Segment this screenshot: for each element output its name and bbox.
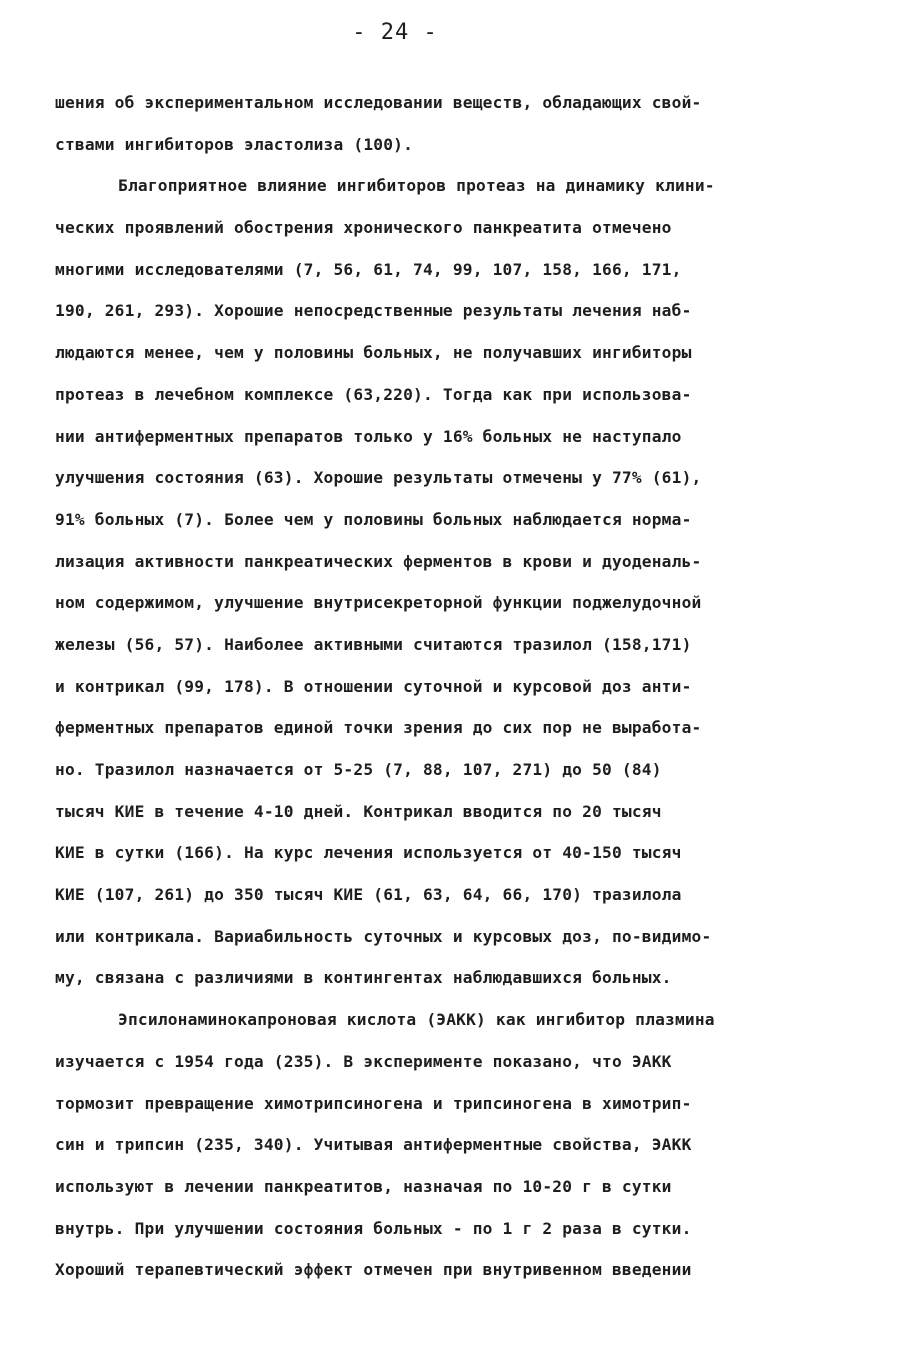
text-line: людаются менее, чем у половины больных, не получавших ингибиторы (55, 343, 692, 363)
text-line: ствами ингибиторов эластолиза (100). (55, 134, 414, 154)
text-line: ном содержимом, улучшение внутрисекреторной функции поджелудочной (55, 593, 702, 613)
text-line: 190, 261, 293). Хорошие непосредственные результаты лечения наб- (55, 301, 692, 321)
text-line: Благоприятное влияние ингибиторов протеаз на динамику клини- (118, 176, 715, 196)
text-line: КИЕ (107, 261) до 350 тысяч КИЕ (61, 63, 64, 66, 170) тразилола (55, 885, 682, 905)
text-line: лизация активности панкреатических ферментов в крови и дуоденаль- (55, 551, 702, 571)
text-line: используют в лечении панкреатитов, назначая по 10-20 г в сутки (55, 1176, 672, 1196)
text-line: нии антиферментных препаратов только у 16% больных не наступало (55, 426, 682, 446)
text-line: многими исследователями (7, 56, 61, 74, 99, 107, 158, 166, 171, (55, 259, 682, 279)
text-line: Хороший терапевтический эффект отмечен при внутривенном введении (55, 1260, 692, 1280)
text-line: 91% больных (7). Более чем у половины больных наблюдается норма- (55, 509, 692, 529)
text-line: или контрикала. Вариабильность суточных и курсовых доз, по-видимо- (55, 926, 712, 946)
page-number: - 24 - (352, 20, 438, 45)
text-line: улучшения состояния (63). Хорошие результаты отмечены у 77% (61), (55, 468, 702, 488)
text-line: ческих проявлений обострения хронического панкреатита отмечено (55, 218, 672, 238)
text-line: внутрь. При улучшении состояния больных - по 1 г 2 раза в сутки. (55, 1218, 692, 1238)
text-line: КИЕ в сутки (166). На курс лечения используется от 40-150 тысяч (55, 843, 682, 863)
text-line: но. Тразилол назначается от 5-25 (7, 88, 107, 271) до 50 (84) (55, 760, 662, 779)
text-line: тысяч КИЕ в течение 4-10 дней. Контрикал вводится по 20 тысяч (55, 801, 662, 821)
text-line: и контрикал (99, 178). В отношении суточной и курсовой доз анти- (55, 676, 692, 696)
body-text (55, 82, 855, 1291)
text-line: изучается с 1954 года (235). В эксперименте показано, что ЭАКК (55, 1051, 672, 1071)
text-line: шения об экспериментальном исследовании веществ, обладающих свой- (55, 93, 702, 112)
text-line: син и трипсин (235, 340). Учитывая антиферментные свойства, ЭАКК (55, 1135, 692, 1155)
text-line: Эпсилонаминокапроновая кислота (ЭАКК) как ингибитор плазмина (118, 1010, 715, 1030)
text-line: му, связана с различиями в контингентах наблюдавшихся больных. (55, 968, 672, 988)
text-line: тормозит превращение химотрипсиногена и трипсиногена в химотрип- (55, 1093, 692, 1113)
text-line: железы (56, 57). Наиболее активными считаются тразилол (158,171) (55, 634, 692, 654)
text-line: ферментных препаратов единой точки зрения до сих пор не выработа- (55, 718, 702, 738)
text-line: протеаз в лечебном комплексе (63,220). Тогда как при использова- (55, 384, 692, 404)
